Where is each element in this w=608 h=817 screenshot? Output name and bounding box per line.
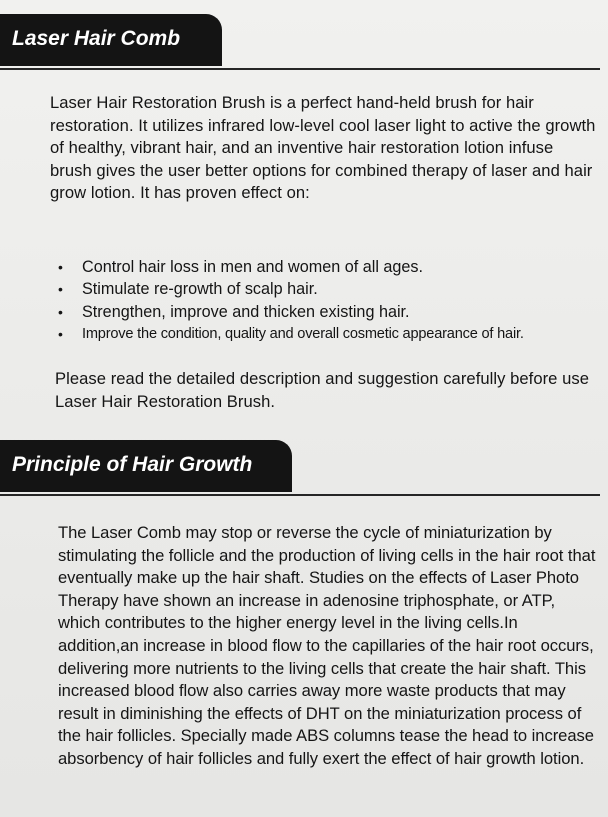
- header-tab: [0, 14, 222, 66]
- list-item: • Control hair loss in men and women of all ages.: [58, 256, 598, 278]
- intro-paragraph: Laser Hair Restoration Brush is a perfect hand-held brush for hair restoration. It utilizes infrared low-level cool laser light to active the growth of healthy, vibrant hair, and an inventive hair restoration lotion infuse brush gives the user better options for combined therapy of laser and hair grow lotion. It has proven effect on:: [50, 93, 596, 203]
- divider-rule: [0, 68, 600, 70]
- list-item: • Improve the condition, quality and overall cosmetic appearance of hair.: [58, 323, 598, 345]
- section-title: Principle of Hair Growth: [12, 453, 253, 476]
- list-item: • Stimulate re-growth of scalp hair.: [58, 278, 598, 300]
- usage-note: Please read the detailed description and suggestion carefully before use Laser Hair Restoration Brush.: [55, 369, 590, 411]
- header-tab: [0, 440, 292, 492]
- principle-paragraph: The Laser Comb may stop or reverse the cycle of miniaturization by stimulating the follicle and the production of living cells in the hair root that eventually make up the hair shaft. Studies on the effects of Laser Photo Therapy have shown an increase in adenosine triphosphate, or ATP, which contributes to the higher energy level in the living cells.In addition,an increase in blood flow to the capillaries of the hair root occurs, delivering more nutrients to the living cells that create the hair shaft. This increased blood flow also carries away more waste products that may result in diminishing the effects of DHT on the miniaturization process of the hair follicles. Specially made ABS columns tease the head to increase absorbency of hair follicles and fully exert the effect of hair growth lotion.: [58, 523, 596, 768]
- divider-rule: [0, 494, 600, 496]
- section-title: Laser Hair Comb: [12, 27, 181, 50]
- list-item: • Strengthen, improve and thicken existing hair.: [58, 301, 598, 323]
- effects-list: [58, 256, 598, 346]
